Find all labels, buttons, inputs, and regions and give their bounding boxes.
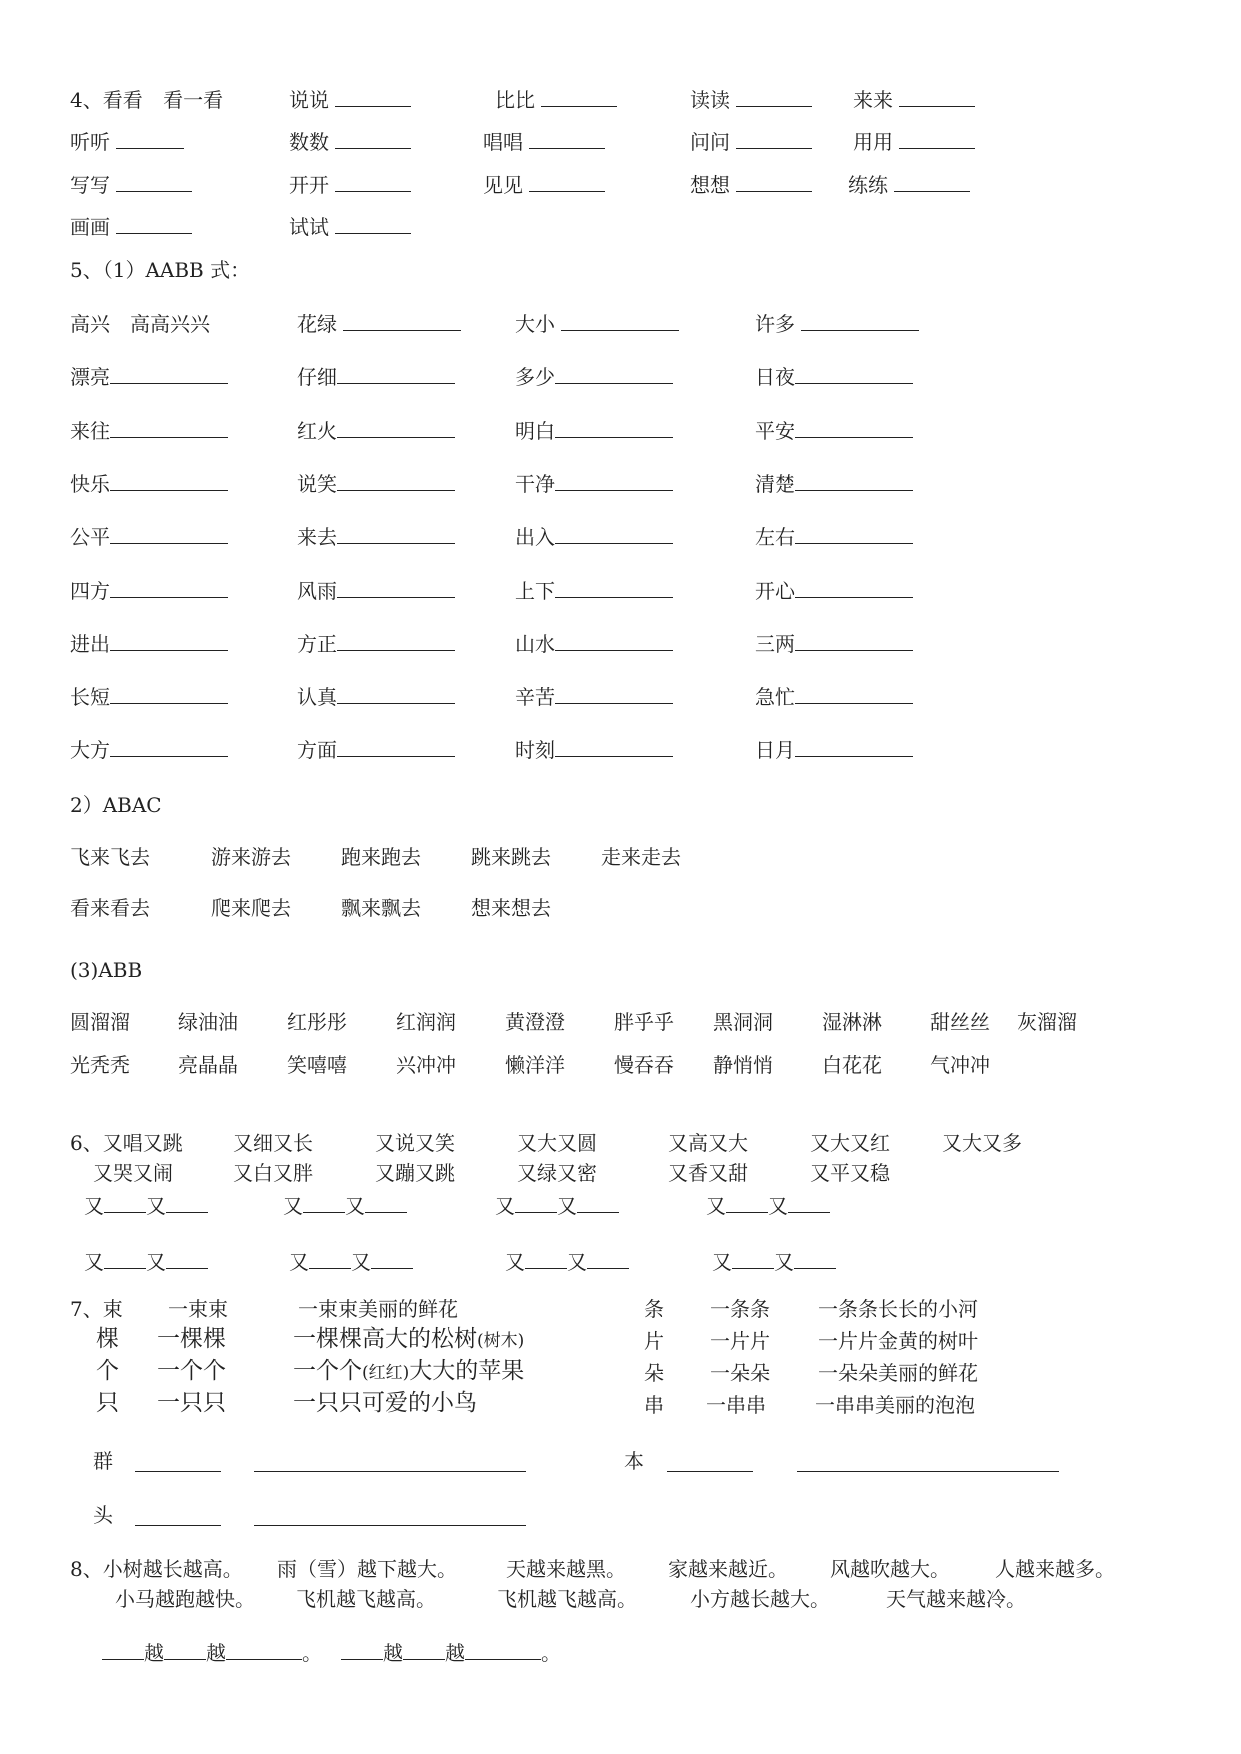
answer-blank[interactable]: [337, 365, 455, 384]
phrase: 一个个: [293, 1358, 362, 1384]
answer-blank[interactable]: [166, 1194, 208, 1213]
word: 清楚: [755, 472, 795, 496]
abb-word: 黄澄澄: [505, 1010, 565, 1034]
aabb-item: [515, 419, 673, 443]
aabb-item: [297, 525, 455, 549]
word: 时刻: [515, 738, 555, 762]
answer-blank[interactable]: [337, 472, 455, 491]
word: 高兴: [70, 312, 110, 336]
aabb-item: [70, 685, 228, 709]
word: 问问: [690, 130, 730, 154]
yue-char: 越: [445, 1641, 465, 1665]
answer-blank[interactable]: [343, 312, 461, 331]
word: 急忙: [755, 685, 795, 709]
word: 长短: [70, 685, 110, 709]
word: 走来走去: [601, 845, 681, 869]
word: 又唱又跳: [102, 1131, 183, 1155]
word: 平安: [755, 419, 795, 443]
aabb-item: [515, 525, 673, 549]
section-5-title: 5、（1）AABB 式：: [70, 258, 251, 282]
you-char: 又: [706, 1194, 726, 1218]
answer-blank[interactable]: [337, 579, 455, 598]
abb-word: 红润润: [396, 1010, 456, 1034]
answer-blank[interactable]: [736, 130, 812, 149]
answer-blank[interactable]: [110, 419, 228, 438]
answer-blank[interactable]: [732, 1250, 774, 1269]
you-char: 又: [712, 1250, 732, 1274]
aabb-item: [515, 685, 673, 709]
note: (树木): [477, 1331, 525, 1351]
you-fill: [495, 1194, 619, 1218]
aabb-item: [755, 525, 913, 549]
word: 写写: [70, 173, 110, 197]
word: 用用: [853, 130, 893, 154]
aabb-item: [755, 579, 913, 603]
answer-blank[interactable]: [335, 130, 411, 149]
word: 又大又多: [942, 1131, 1022, 1155]
word: 读读: [690, 88, 730, 112]
period: 。: [541, 1641, 561, 1665]
sentence: 小方越长越大。: [690, 1587, 830, 1611]
word: 比比: [495, 88, 535, 112]
word: 方面: [297, 738, 337, 762]
aabb-item: [70, 579, 228, 603]
word: 漂亮: [70, 365, 110, 389]
abb-word: 气冲冲: [930, 1053, 990, 1077]
you-fill: [84, 1194, 208, 1218]
word: 一片片: [710, 1329, 770, 1353]
measure-word: 个: [96, 1358, 119, 1384]
word: 一只只: [157, 1390, 226, 1416]
answer-blank[interactable]: [899, 88, 975, 107]
answer-blank[interactable]: [541, 88, 617, 107]
measure-word: 头: [93, 1503, 113, 1527]
abb-word: 兴冲冲: [396, 1053, 456, 1077]
abb-word: 甜丝丝: [930, 1010, 990, 1034]
answer-blank[interactable]: [555, 472, 673, 491]
abb-word: 白花花: [822, 1053, 882, 1077]
answer-blank[interactable]: [736, 173, 812, 192]
word: 认真: [297, 685, 337, 709]
answer-blank[interactable]: [371, 1250, 413, 1269]
aabb-item: [70, 365, 228, 389]
answer-blank[interactable]: [555, 525, 673, 544]
answer-blank[interactable]: [555, 419, 673, 438]
word: 三两: [755, 632, 795, 656]
answer-blank[interactable]: [110, 738, 228, 757]
answer-blank[interactable]: [795, 525, 913, 544]
word: 说说: [289, 88, 329, 112]
word: 山水: [515, 632, 555, 656]
phrase-blank[interactable]: [254, 1507, 526, 1526]
answer-blank[interactable]: [164, 1641, 206, 1660]
answer-blank[interactable]: [795, 738, 913, 757]
answer-blank[interactable]: [337, 685, 455, 704]
answer-blank[interactable]: [337, 419, 455, 438]
answer-blank[interactable]: [795, 365, 913, 384]
word: 跳来跳去: [471, 845, 551, 869]
measure-word: 棵: [96, 1326, 119, 1352]
word: 方正: [297, 632, 337, 656]
aabb-item: [515, 472, 673, 496]
answer-blank[interactable]: [166, 1250, 208, 1269]
you-fill: [283, 1194, 407, 1218]
answer-blank[interactable]: [726, 1194, 768, 1213]
word: 又大又红: [810, 1131, 890, 1155]
aabb-item: [70, 472, 228, 496]
answer-blank[interactable]: [365, 1194, 407, 1213]
answer-blank[interactable]: [788, 1194, 830, 1213]
word: 干净: [515, 472, 555, 496]
answer-blank[interactable]: [529, 130, 605, 149]
word: 日夜: [755, 365, 795, 389]
phrase: 一朵朵美丽的鲜花: [818, 1361, 978, 1385]
aabb-item: [70, 738, 228, 762]
measure-word: 本: [624, 1449, 644, 1473]
aabb-item: [755, 685, 913, 709]
word: 快乐: [70, 472, 110, 496]
word: 上下: [515, 579, 555, 603]
period: 。: [302, 1641, 322, 1665]
section-number: 8、: [70, 1557, 103, 1581]
aabb-item: [755, 472, 913, 496]
s7-row-1: [70, 1297, 123, 1321]
answer-blank[interactable]: [110, 579, 228, 598]
word: 风雨: [297, 579, 337, 603]
answer-blank[interactable]: [116, 130, 184, 149]
abb-word: 湿淋淋: [822, 1010, 882, 1034]
you-char: 又: [84, 1194, 104, 1218]
word: 听听: [70, 130, 110, 154]
answer-blank[interactable]: [104, 1250, 146, 1269]
word: 一棵棵: [157, 1326, 226, 1352]
measure-word: 只: [96, 1390, 119, 1416]
word: 红火: [297, 419, 337, 443]
answer-blank[interactable]: [226, 1641, 302, 1660]
you-fill: [712, 1250, 836, 1274]
you-char: 又: [774, 1250, 794, 1274]
sentence: 风越吹越大。: [830, 1557, 950, 1581]
abb-word: 胖乎乎: [614, 1010, 674, 1034]
answer-blank[interactable]: [577, 1194, 619, 1213]
sentence: 飞机越飞越高。: [296, 1587, 436, 1611]
answer-blank[interactable]: [335, 173, 411, 192]
word: 又大又圆: [517, 1131, 597, 1155]
abb-word: 圆溜溜: [70, 1010, 130, 1034]
word: 大方: [70, 738, 110, 762]
abb-word: 静悄悄: [713, 1053, 773, 1077]
measure-word: 朵: [644, 1361, 664, 1385]
example-answer: 高高兴兴: [130, 312, 210, 336]
abb-word: 灰溜溜: [1017, 1010, 1077, 1034]
word: 来去: [297, 525, 337, 549]
you-char: 又: [146, 1250, 166, 1274]
word: 又香又甜: [668, 1161, 748, 1185]
answer-blank[interactable]: [795, 579, 913, 598]
word: 见见: [483, 173, 523, 197]
you-fill: [289, 1250, 413, 1274]
answer-blank[interactable]: [135, 1453, 221, 1472]
answer-blank[interactable]: [465, 1641, 541, 1660]
you-char: 又: [283, 1194, 303, 1218]
word: 一条条: [710, 1297, 770, 1321]
answer-blank[interactable]: [561, 312, 679, 331]
word: 唱唱: [483, 130, 523, 154]
word: 又高又大: [668, 1131, 748, 1155]
answer-blank[interactable]: [587, 1250, 629, 1269]
word: 许多: [755, 312, 795, 336]
word: 花绿: [297, 312, 337, 336]
word: 日月: [755, 738, 795, 762]
sentence: 小树越长越高。: [102, 1557, 243, 1581]
word: 游来游去: [211, 845, 291, 869]
sentence: 天越来越黑。: [506, 1557, 626, 1581]
word: 飞来飞去: [70, 845, 150, 869]
answer-blank[interactable]: [110, 365, 228, 384]
answer-blank[interactable]: [795, 685, 913, 704]
answer-blank[interactable]: [335, 88, 411, 107]
example-answer: 看一看: [163, 88, 224, 112]
phrase: 一棵棵高大的松树: [293, 1326, 477, 1352]
section-number: 7、: [70, 1297, 103, 1321]
word: 大小: [515, 312, 555, 336]
you-char: 又: [567, 1250, 587, 1274]
answer-blank[interactable]: [736, 88, 812, 107]
word: 公平: [70, 525, 110, 549]
answer-blank[interactable]: [795, 632, 913, 651]
word: 数数: [289, 130, 329, 154]
measure-word: 束: [102, 1297, 123, 1321]
word: 又绿又密: [517, 1161, 597, 1185]
yue-char: 越: [383, 1641, 403, 1665]
word: 出入: [515, 525, 555, 549]
aabb-item: [70, 632, 228, 656]
note: (红红): [362, 1363, 410, 1383]
aabb-item: [297, 685, 455, 709]
word: 又哭又闹: [93, 1161, 173, 1185]
s8-fill-2: [341, 1641, 561, 1665]
phrase: 一条条长长的小河: [818, 1297, 978, 1321]
measure-word: 片: [644, 1329, 664, 1353]
answer-blank[interactable]: [515, 1194, 557, 1213]
abb-word: 黑洞洞: [713, 1010, 773, 1034]
aabb-item: [755, 738, 913, 762]
answer-blank[interactable]: [555, 685, 673, 704]
answer-blank[interactable]: [555, 738, 673, 757]
aabb-item: [297, 419, 455, 443]
aabb-item: [297, 472, 455, 496]
you-char: 又: [146, 1194, 166, 1218]
word: 想想: [690, 173, 730, 197]
word: 四方: [70, 579, 110, 603]
answer-blank[interactable]: [116, 173, 192, 192]
aabb-item: [70, 419, 228, 443]
word: 又蹦又跳: [375, 1161, 455, 1185]
s8-fill-1: [102, 1641, 322, 1665]
answer-blank[interactable]: [135, 1507, 221, 1526]
answer-blank[interactable]: [894, 173, 970, 192]
section-number: 6、: [70, 1131, 103, 1155]
answer-blank[interactable]: [795, 419, 913, 438]
sentence: 飞机越飞越高。: [497, 1587, 637, 1611]
answer-blank[interactable]: [555, 579, 673, 598]
word: 又平又稳: [810, 1161, 890, 1185]
answer-blank[interactable]: [801, 312, 919, 331]
word: 一束束: [168, 1297, 228, 1321]
phrase-end: 大大的苹果: [409, 1358, 525, 1384]
abb-word: 慢吞吞: [614, 1053, 674, 1077]
answer-blank[interactable]: [104, 1194, 146, 1213]
sentence: 小马越跑越快。: [115, 1587, 255, 1611]
word: 辛苦: [515, 685, 555, 709]
you-fill: [84, 1250, 208, 1274]
phrase-blank[interactable]: [254, 1453, 526, 1472]
answer-blank[interactable]: [337, 738, 455, 757]
aabb-item: [297, 365, 455, 389]
answer-blank[interactable]: [102, 1641, 144, 1660]
sentence: 雨（雪）越下越大。: [277, 1557, 457, 1581]
you-fill: [706, 1194, 830, 1218]
answer-blank[interactable]: [110, 685, 228, 704]
answer-blank[interactable]: [795, 472, 913, 491]
measure-word: 条: [644, 1297, 664, 1321]
word: 说笑: [297, 472, 337, 496]
answer-blank[interactable]: [555, 632, 673, 651]
measure-word: 群: [93, 1449, 113, 1473]
abb-title: (3)ABB: [70, 958, 143, 982]
answer-blank[interactable]: [335, 215, 411, 234]
word: 多少: [515, 365, 555, 389]
answer-blank[interactable]: [110, 632, 228, 651]
phrase: 一只只可爱的小鸟: [293, 1390, 477, 1416]
answer-blank[interactable]: [794, 1250, 836, 1269]
answer-blank[interactable]: [525, 1250, 567, 1269]
abb-word: 懒洋洋: [505, 1053, 565, 1077]
word: 试试: [289, 215, 329, 239]
sentence: 人越来越多。: [995, 1557, 1115, 1581]
word: 进出: [70, 632, 110, 656]
word: 想来想去: [471, 896, 551, 920]
word: 爬来爬去: [211, 896, 291, 920]
you-char: 又: [84, 1250, 104, 1274]
answer-blank[interactable]: [110, 472, 228, 491]
aabb-item: [515, 579, 673, 603]
you-char: 又: [505, 1250, 525, 1274]
you-char: 又: [289, 1250, 309, 1274]
phrase: 一束束美丽的鲜花: [298, 1297, 458, 1321]
you-char: 又: [557, 1194, 577, 1218]
phrase: 一片片金黄的树叶: [818, 1329, 978, 1353]
aabb-item: [515, 365, 673, 389]
word: 左右: [755, 525, 795, 549]
you-fill: [505, 1250, 629, 1274]
aabb-item: [515, 632, 673, 656]
yue-char: 越: [206, 1641, 226, 1665]
word: 又说又笑: [375, 1131, 455, 1155]
word: 一个个: [157, 1358, 226, 1384]
sentence: 家越来越近。: [668, 1557, 788, 1581]
answer-blank[interactable]: [110, 525, 228, 544]
word: 一朵朵: [710, 1361, 770, 1385]
aabb-item: [70, 525, 228, 549]
word: 来往: [70, 419, 110, 443]
word: 仔细: [297, 365, 337, 389]
phrase-blank[interactable]: [797, 1453, 1059, 1472]
word: 练练: [848, 173, 888, 197]
sentence: 天气越来越冷。: [886, 1587, 1026, 1611]
word: 跑来跑去: [341, 845, 421, 869]
word: 来来: [853, 88, 893, 112]
abb-word: 笑嘻嘻: [287, 1053, 347, 1077]
word: 又细又长: [233, 1131, 313, 1155]
aabb-item: [755, 365, 913, 389]
you-char: 又: [768, 1194, 788, 1218]
aabb-item: [297, 738, 455, 762]
answer-blank[interactable]: [341, 1641, 383, 1660]
word: 看看: [102, 88, 143, 112]
word: 看来看去: [70, 896, 150, 920]
word: 飘来飘去: [341, 896, 421, 920]
abb-word: 红彤彤: [287, 1010, 347, 1034]
answer-blank[interactable]: [309, 1250, 351, 1269]
abb-word: 绿油油: [178, 1010, 238, 1034]
you-char: 又: [495, 1194, 515, 1218]
aabb-item: [755, 632, 913, 656]
word: 一串串: [706, 1393, 766, 1417]
abac-title: 2）ABAC: [70, 793, 162, 817]
word: 开心: [755, 579, 795, 603]
answer-blank[interactable]: [337, 525, 455, 544]
word: 画画: [70, 215, 110, 239]
aabb-item: [297, 632, 455, 656]
abb-word: 亮晶晶: [178, 1053, 238, 1077]
answer-blank[interactable]: [555, 365, 673, 384]
answer-blank[interactable]: [303, 1194, 345, 1213]
word: 开开: [289, 173, 329, 197]
you-char: 又: [351, 1250, 371, 1274]
word: 明白: [515, 419, 555, 443]
measure-word: 串: [644, 1393, 664, 1417]
you-char: 又: [345, 1194, 365, 1218]
answer-blank[interactable]: [667, 1453, 753, 1472]
aabb-item: [515, 738, 673, 762]
yue-char: 越: [144, 1641, 164, 1665]
aabb-item: [297, 579, 455, 603]
abb-word: 光秃秃: [70, 1053, 130, 1077]
s4-row-1: [70, 88, 223, 112]
section-number: 4、: [70, 88, 103, 112]
phrase: 一串串美丽的泡泡: [815, 1393, 975, 1417]
answer-blank[interactable]: [899, 130, 975, 149]
aabb-item: [755, 419, 913, 443]
answer-blank[interactable]: [529, 173, 605, 192]
answer-blank[interactable]: [337, 632, 455, 651]
answer-blank[interactable]: [116, 215, 192, 234]
answer-blank[interactable]: [403, 1641, 445, 1660]
word: 又白又胖: [233, 1161, 313, 1185]
